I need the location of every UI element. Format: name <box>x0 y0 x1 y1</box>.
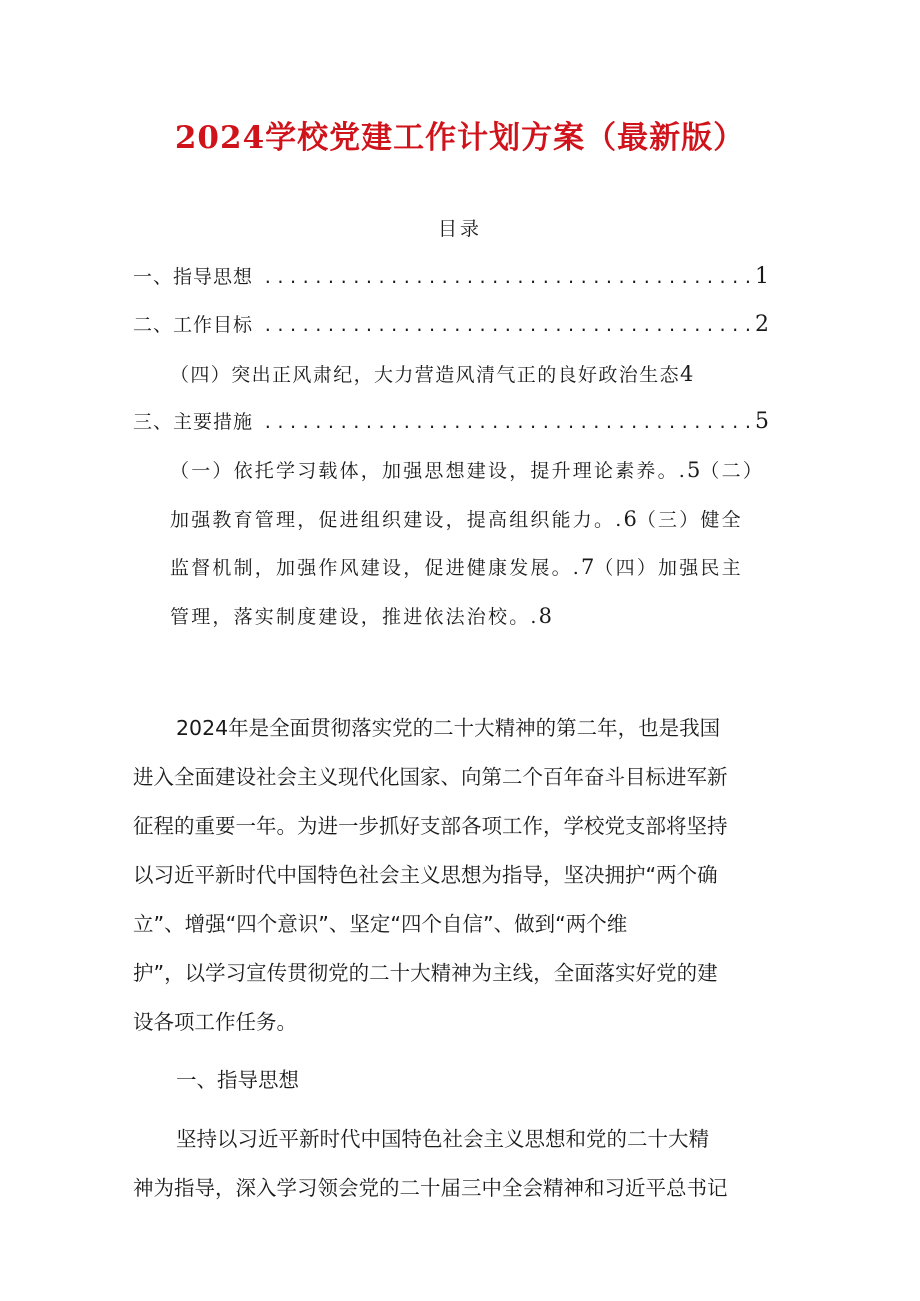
toc-entry-label: 二、工作目标 <box>133 314 254 336</box>
toc-subentry-page: 5 <box>687 458 701 482</box>
intro-line: 以习近平新时代中国特色社会主义思想为指导，坚决拥护“两个确 <box>133 863 718 887</box>
intro-line: 征程的重要一年。为进一步抓好支部各项工作，学校党支部将坚持 <box>133 814 728 838</box>
toc-entry-page: 5 <box>755 409 769 434</box>
toc-entry[interactable] <box>133 310 769 344</box>
toc-subentry-tail: （三）健全 <box>636 509 743 531</box>
toc-leader-dots <box>253 268 755 287</box>
toc-subentry-page: 6 <box>623 507 637 531</box>
toc-entry-label: 三、主要措施 <box>133 411 254 433</box>
intro-line: 进入全面建设社会主义现代化国家、向第二个百年奋斗目标进军新 <box>133 765 728 789</box>
section-heading: 一、指导思想 <box>176 1068 299 1092</box>
toc-subentry-line[interactable] <box>170 505 743 532</box>
toc-entry-page: 2 <box>755 312 769 337</box>
toc-entry[interactable] <box>170 360 695 387</box>
section-line: 神为指导，深入学习领会党的二十届三中全会精神和习近平总书记 <box>133 1176 728 1200</box>
toc-entry-label: （四）突出正风肃纪，大力营造风清气正的良好政治生态 <box>170 364 681 386</box>
toc-entry-page: 1 <box>755 264 769 289</box>
toc-entry-page: 4 <box>680 362 695 386</box>
toc-leader-dots <box>253 413 755 432</box>
toc-subentry-text: 管理，落实制度建设，推进依法治校。. <box>170 606 539 628</box>
toc-subentry-page: 8 <box>538 604 553 628</box>
toc-subentry-text: （一）依托学习载体，加强思想建设，提升理论素养。. <box>170 460 688 482</box>
toc-subentry-text: 监督机制，加强作风建设，促进健康发展。. <box>170 557 582 579</box>
toc-heading: 目录 <box>437 218 482 240</box>
toc-subentry-tail: （四）加强民主 <box>594 557 743 579</box>
intro-line: 立”、增强“四个意识”、坚定“四个自信”、做到“两个维 <box>133 912 628 936</box>
toc-subentry-line[interactable] <box>170 553 743 580</box>
toc-entry[interactable] <box>133 262 769 296</box>
document-title: 2024学校党建工作计划方案（最新版） <box>174 120 746 156</box>
toc-entry[interactable] <box>133 407 769 441</box>
toc-leader-dots <box>253 316 755 335</box>
toc-entry-label: 一、指导思想 <box>133 266 254 288</box>
toc-subentry-tail: （二） <box>700 460 765 482</box>
toc-subentry-page: 7 <box>581 555 595 579</box>
intro-line: 2024年是全面贯彻落实党的二十大精神的第二年，也是我国 <box>176 716 721 740</box>
section-line: 坚持以习近平新时代中国特色社会主义思想和党的二十大精 <box>176 1127 709 1151</box>
intro-line: 设各项工作任务。 <box>133 1010 297 1034</box>
intro-line: 护”，以学习宣传贯彻党的二十大精神为主线，全面落实好党的建 <box>133 961 718 985</box>
toc-subentry-text: 加强教育管理，促进组织建设，提高组织能力。. <box>170 509 624 531</box>
toc-subentry-line[interactable] <box>170 602 552 629</box>
toc-subentry-line[interactable] <box>170 456 764 483</box>
